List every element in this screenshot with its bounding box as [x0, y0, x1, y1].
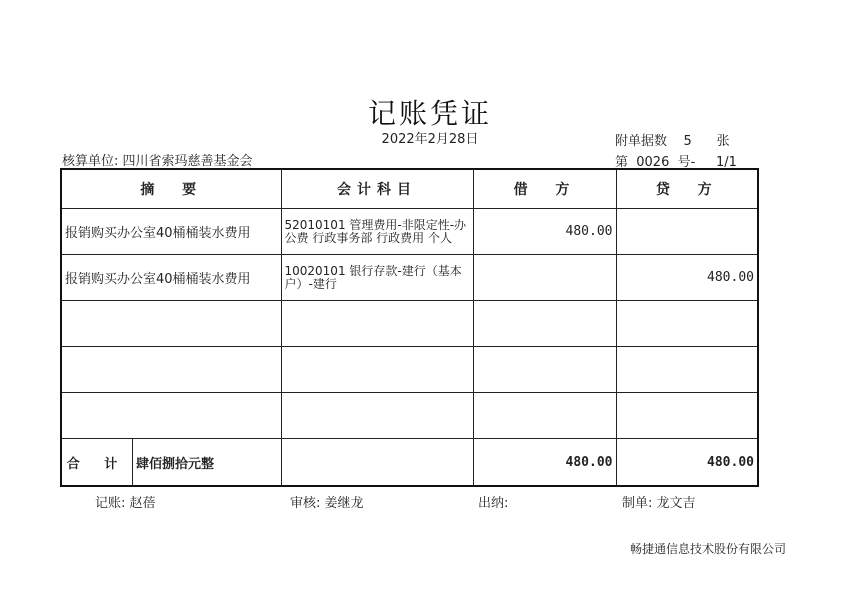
row-account: [281, 301, 473, 347]
cashier-signature: 出纳:: [478, 496, 509, 511]
total-row: [61, 439, 758, 487]
row-summary: [61, 301, 281, 347]
header-summary: 摘 要: [61, 169, 281, 209]
voucher-table: [60, 168, 759, 487]
row-account: 10020101 银行存款-建行（基本户）-建行: [281, 255, 473, 301]
table-row: [61, 393, 758, 439]
row-credit: [616, 393, 758, 439]
header-credit: 贷 方: [616, 169, 758, 209]
total-debit: 480.00: [473, 439, 616, 487]
voucher-date: 2022年2月28日: [381, 132, 479, 147]
row-debit: 480.00: [473, 209, 616, 255]
header-account: 会计科目: [281, 169, 473, 209]
row-credit: [616, 347, 758, 393]
voucher-title: 记账凭证: [367, 97, 492, 130]
row-credit: 480.00: [616, 255, 758, 301]
table-header-row: [61, 169, 758, 209]
row-debit: [473, 393, 616, 439]
voucher-number: 第 0026 号- 1/1: [615, 155, 737, 170]
row-debit: [473, 347, 616, 393]
total-label: 合 计: [62, 439, 133, 485]
row-account: [281, 347, 473, 393]
row-credit: [616, 209, 758, 255]
row-debit: [473, 255, 616, 301]
row-account: [281, 393, 473, 439]
table-row: [61, 255, 758, 301]
row-account: 52010101 管理费用-非限定性-办公费 行政事务部 行政费用 个人: [281, 209, 473, 255]
table-row: [61, 301, 758, 347]
attachment-count: 附单据数 5 张: [615, 134, 730, 149]
row-summary: 报销购买办公室40桶桶装水费用: [61, 209, 281, 255]
row-debit: [473, 301, 616, 347]
software-company: 畅捷通信息技术股份有限公司: [630, 542, 787, 556]
total-amount-words: 肆佰捌拾元整: [136, 456, 215, 472]
row-summary: [61, 347, 281, 393]
preparer-signature: 制单: 龙文吉: [622, 496, 696, 511]
bookkeeper-signature: 记账: 赵蓓: [95, 496, 156, 511]
row-credit: [616, 301, 758, 347]
total-credit: 480.00: [616, 439, 758, 487]
header-debit: 借 方: [473, 169, 616, 209]
total-words-extension: [281, 439, 473, 487]
row-summary: 报销购买办公室40桶桶装水费用: [61, 255, 281, 301]
row-summary: [61, 393, 281, 439]
accounting-unit: 核算单位: 四川省索玛慈善基金会: [62, 154, 253, 169]
table-row: [61, 209, 758, 255]
table-row: [61, 347, 758, 393]
reviewer-signature: 审核: 姜继龙: [290, 496, 364, 511]
total-cell: [61, 439, 281, 487]
